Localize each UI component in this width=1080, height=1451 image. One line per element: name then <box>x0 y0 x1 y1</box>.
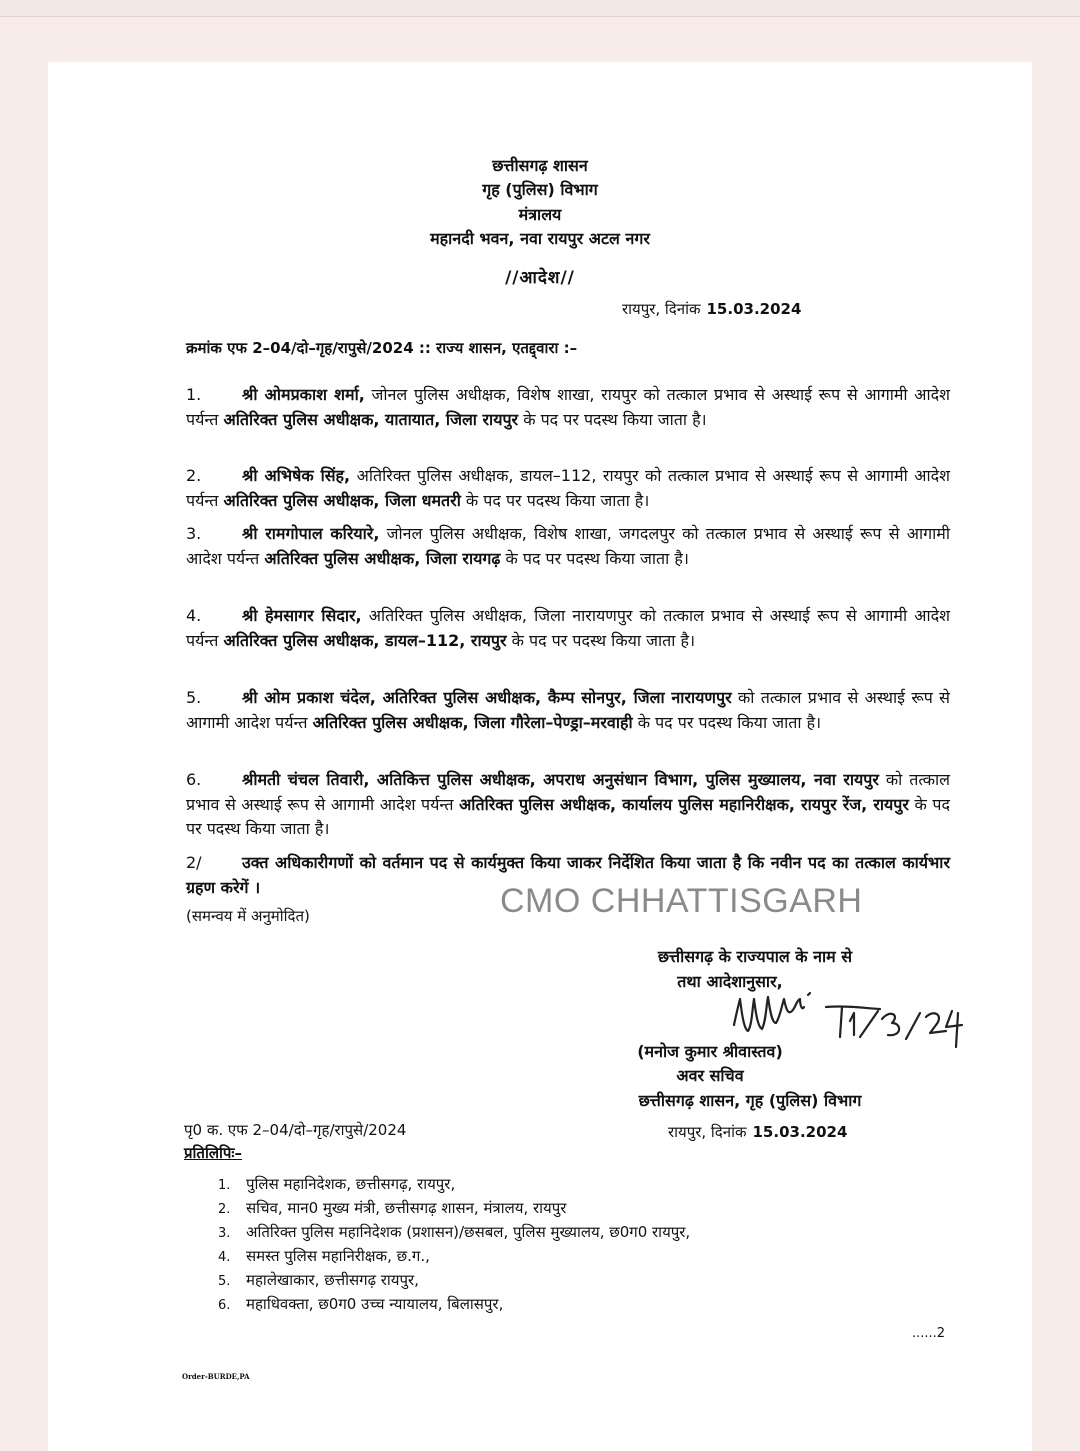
header-address: महानदी भवन, नवा रायपुर अटल नगर <box>430 229 650 248</box>
copy-date: रायपुर, दिनांक 15.03.2024 <box>668 1123 848 1141</box>
viewer-top-bar <box>0 0 1080 17</box>
date-value: 15.03.2024 <box>706 300 802 318</box>
signatory-name: (मनोज कुमार श्रीवास्तव) <box>637 1042 783 1061</box>
copy-list <box>218 1172 690 1316</box>
watermark: CMO CHHATTISGARH <box>500 882 863 920</box>
header-department: गृह (पुलिस) विभाग <box>482 180 598 199</box>
header-government: छत्तीसगढ़ शासन <box>492 156 588 175</box>
order-item: 2. श्री अभिषेक सिंह, अतिरिक्त पुलिस अधीक्षक, डायल–112, रायपुर को तत्काल प्रभाव से अस्थाई रूप से आगामी आदेश पर्यन्त अतिरिक्त पुलिस अधीक्षक, जिला धमतरी के पद पर पदस्थ किया जाता है। <box>186 466 950 510</box>
list-item: 2. सचिव, मान0 मुख्य मंत्री, छत्तीसगढ़ शासन, मंत्रालय, रायपुर <box>218 1199 567 1217</box>
signatory-line-1: छत्तीसगढ़ के राज्यपाल के नाम से <box>657 947 853 966</box>
approval-note: (समन्वय में अनुमोदित) <box>186 907 310 925</box>
order-date <box>622 299 801 319</box>
order-title: //आदेश// <box>505 268 575 288</box>
order-item: 5. श्री ओम प्रकाश चंदेल, अतिरिक्त पुलिस अधीक्षक, कैम्प सोनपुर, जिला नारायणपुर को तत्काल प्रभाव से अस्थाई रूप से आगामी आदेश पर्यन्त अतिरिक्त पुलिस अधीक्षक, जिला गौरेला–पेण्ड्रा–मरवाही के पद पर पदस्थ किया जाता है। <box>186 688 950 732</box>
list-item: 4. समस्त पुलिस महानिरीक्षक, छ.ग., <box>218 1247 430 1265</box>
order-item: 3. श्री रामगोपाल करियारे, जोनल पुलिस अधीक्षक, विशेष शाखा, जगदलपुर को तत्काल प्रभाव से अस्थाई रूप से आगामी आदेश पर्यन्त अतिरिक्त पुलिस अधीक्षक, जिला रायगढ़ के पद पर पदस्थ किया जाता है। <box>186 524 951 568</box>
date-label: रायपुर, दिनांक <box>622 300 701 318</box>
signatory-designation: अवर सचिव <box>676 1066 744 1085</box>
svg-text:15/3/24: 15/3/24 <box>850 1051 854 1052</box>
order-item: 4. श्री हेमसागर सिदार, अतिरिक्त पुलिस अधीक्षक, जिला नारायणपुर को तत्काल प्रभाव से अस्थाई रूप से आगामी आदेश पर्यन्त अतिरिक्त पुलिस अधीक्षक, डायल–112, रायपुर के पद पर पदस्थ किया जाता है। <box>186 606 951 650</box>
list-item: 5. महालेखाकार, छत्तीसगढ़ रायपुर, <box>218 1271 419 1289</box>
order-item: 1. श्री ओमप्रकाश शर्मा, जोनल पुलिस अधीक्षक, विशेष शाखा, रायपुर को तत्काल प्रभाव से अस्थाई रूप से आगामी आदेश पर्यन्त अतिरिक्त पुलिस अधीक्षक, यातायात, जिला रायपुर के पद पर पदस्थ किया जाता है। <box>186 385 950 429</box>
copy-reference: पृ0 क. एफ 2–04/दो–गृह/रापुसे/2024 <box>184 1121 407 1139</box>
list-item: 3. अतिरिक्त पुलिस महानिदेशक (प्रशासन)/छसबल, पुलिस मुख्यालय, छ0ग0 रायपुर, <box>218 1223 691 1241</box>
header-ministry: मंत्रालय <box>518 205 562 224</box>
footer-code: Order-BURDE,PA <box>182 1372 250 1381</box>
list-item: 6. महाधिवक्ता, छ0ग0 उच्च न्यायालय, बिलासपुर, <box>218 1295 504 1313</box>
page-continuation: ......2 <box>912 1326 946 1341</box>
signatory-line-2: तथा आदेशानुसार, <box>677 972 783 991</box>
copy-heading: प्रतिलिपिः– <box>184 1144 242 1162</box>
order-item: 6. श्रीमती चंचल तिवारी, अतिकित्त पुलिस अधीक्षक, अपराध अनुसंधान विभाग, पुलिस मुख्यालय, नवा रायपुर को तत्काल प्रभाव से अस्थाई रूप से आगामी आदेश पर्यन्त अतिरिक्त पुलिस अधीक्षक, कार्यालय पुलिस महानिरीक्षक, रायपुर रेंज, रायपुर के पद पर पदस्थ किया जाता है। <box>186 770 950 838</box>
signatory-department: छत्तीसगढ़ शासन, गृह (पुलिस) विभाग <box>638 1091 862 1110</box>
order-reference: क्रमांक एफ 2–04/दो–गृह/रापुसे/2024 :: राज्य शासन, एतद्द्वारा :– <box>186 339 578 357</box>
relieve-instruction: 2/ उक्त अधिकारीगणों को वर्तमान पद से कार्यमुक्त किया जाकर निर्देशित किया जाता है कि नवीन पद का तत्काल कार्यभार ग्रहण करेगें । <box>186 853 950 897</box>
list-item: 1. पुलिस महानिदेशक, छत्तीसगढ़, रायपुर, <box>218 1175 456 1193</box>
